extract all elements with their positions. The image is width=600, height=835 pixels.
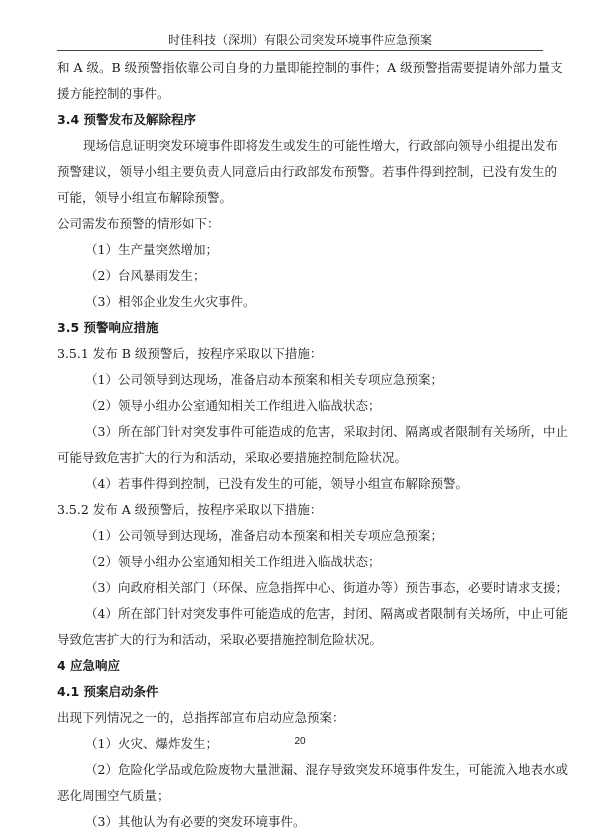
paragraph-line: （1）生产量突然增加； — [85, 242, 218, 257]
paragraph-line: 援方能控制的事件。 — [57, 86, 170, 101]
document-body — [57, 55, 568, 835]
section-heading: 3.4 预警发布及解除程序 — [57, 112, 196, 127]
section-heading: 4.1 预案启动条件 — [57, 684, 159, 699]
paragraph-line: 可能，领导小组宣布解除预警。 — [57, 190, 233, 205]
paragraph-line: （2）领导小组办公室通知相关工作组进入临战状态； — [85, 398, 381, 413]
paragraph-line: 公司需发布预警的情形如下： — [57, 216, 220, 231]
paragraph-line: 现场信息证明突发环境事件即将发生或发生的可能性增大，行政部向领导小组提出发布 — [83, 138, 559, 153]
paragraph-line: 导致危害扩大的行为和活动，采取必要措施控制危险状况。 — [57, 632, 383, 647]
paragraph-line: （3）所在部门针对突发事件可能造成的危害，采取封闭、隔离或者限制有关场所，中止 — [85, 424, 568, 439]
paragraph-line: （2）危险化学品或危险废物大量泄漏、混存导致突发环境事件发生，可能流入地表水或 — [85, 762, 568, 777]
paragraph-line: 和 A 级。B 级预警指依靠公司自身的力量即能控制的事件；A 级预警指需要提请外部力量支 — [57, 60, 563, 75]
paragraph-line: （1）公司领导到达现场，准备启动本预案和相关专项应急预案； — [85, 528, 443, 543]
header-title: 时佳科技（深圳）有限公司突发环境事件应急预案 — [167, 33, 432, 47]
paragraph-line: 可能导致危害扩大的行为和活动，采取必要措施控制危险状况。 — [57, 450, 408, 465]
paragraph-line: （3）向政府相关部门（环保、应急指挥中心、街道办等）预告事态，必要时请求支援； — [85, 580, 568, 595]
page-footer — [0, 736, 600, 747]
paragraph-line: 出现下列情况之一的，总指挥部宣布启动应急预案： — [57, 710, 345, 725]
paragraph-line: （1）火灾、爆炸发生； — [85, 736, 218, 751]
paragraph-line: 3.5.1 发布 B 级预警后，按程序采取以下措施： — [57, 346, 323, 361]
paragraph-line: （4）若事件得到控制，已没有发生的可能，领导小组宣布解除预警。 — [85, 476, 468, 491]
paragraph-line: （2）台风暴雨发生； — [85, 268, 206, 283]
section-heading: 4 应急响应 — [57, 658, 121, 673]
paragraph-line: 3.5.2 发布 A 级预警后，按程序采取以下措施： — [57, 502, 323, 517]
section-heading: 3.5 预警响应措施 — [57, 320, 159, 335]
paragraph-line: （1）公司领导到达现场，准备启动本预案和相关专项应急预案； — [85, 372, 443, 387]
paragraph-line: （4）所在部门针对突发事件可能造成的危害，封闭、隔离或者限制有关场所，中止可能 — [85, 606, 568, 621]
page-number: 20 — [294, 736, 306, 747]
paragraph-line: （2）领导小组办公室通知相关工作组进入临战状态； — [85, 554, 381, 569]
paragraph-line: （3）相邻企业发生火灾事件。 — [85, 294, 256, 309]
paragraph-line: （3）其他认为有必要的突发环境事件。 — [85, 814, 306, 829]
paragraph-line: 恶化周围空气质量； — [57, 788, 170, 803]
paragraph-line: 预警建议，领导小组主要负责人同意后由行政部发布预警。若事件得到控制，已没有发生的 — [57, 164, 558, 179]
page-header — [57, 32, 543, 51]
